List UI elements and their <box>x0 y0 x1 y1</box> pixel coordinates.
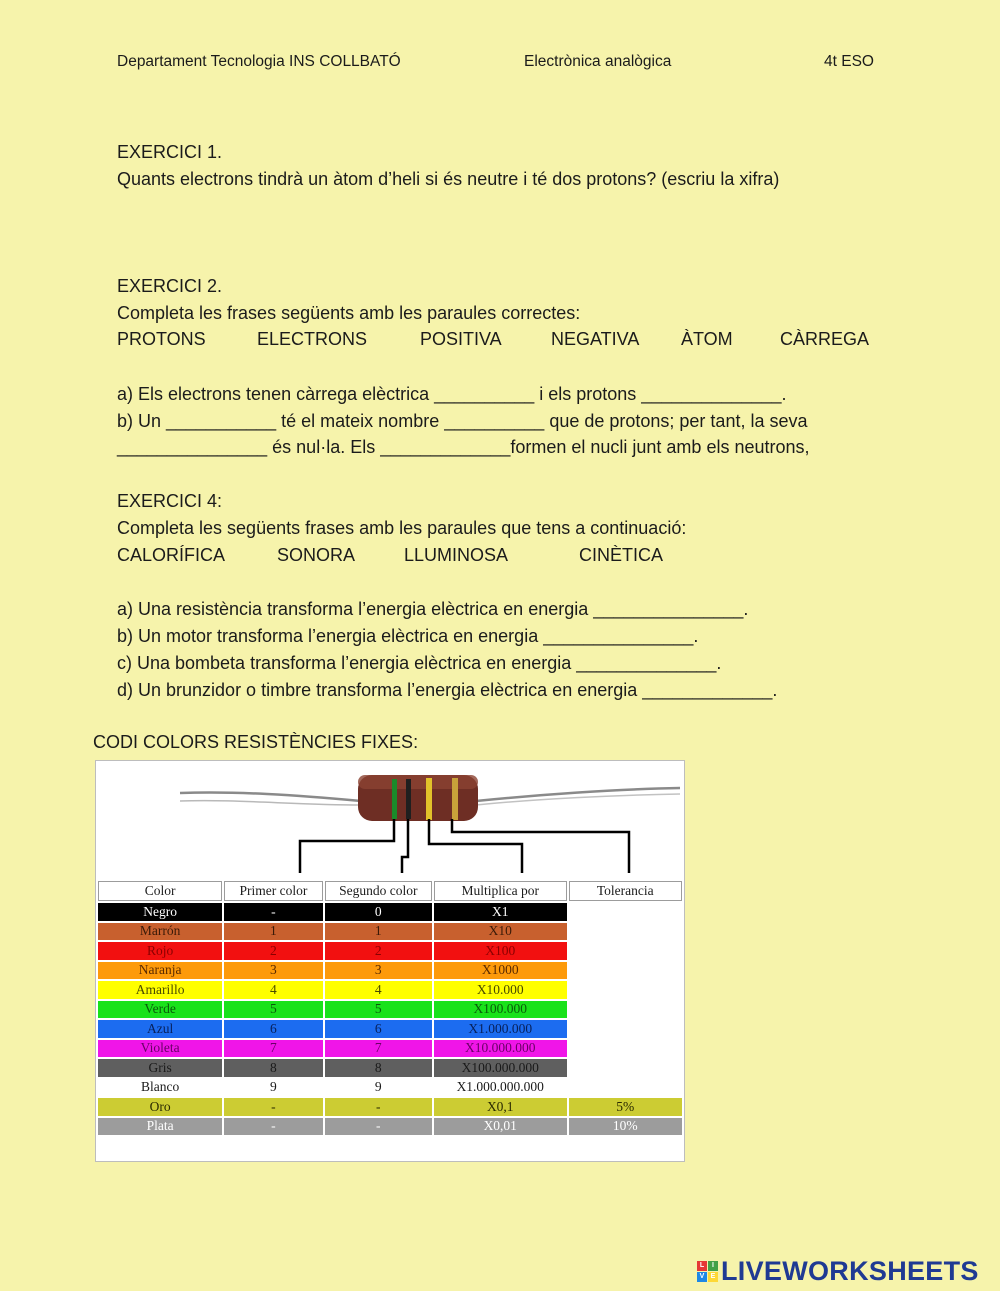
cell-tolerance <box>569 962 682 980</box>
ex4-word-sonora: SONORA <box>277 545 356 565</box>
color-code-row <box>98 1118 682 1136</box>
cell-first-digit: 9 <box>224 1079 322 1097</box>
liveworksheets-logo <box>697 1255 979 1287</box>
color-code-row <box>98 1059 682 1077</box>
ex4-word-cinetica: CINÈTICA <box>579 545 664 565</box>
ex2-word-protons: PROTONS <box>117 329 206 349</box>
header-subject: Electrònica analògica <box>524 53 672 70</box>
cell-second-digit: 5 <box>325 1001 432 1019</box>
cell-multiplier: X100.000.000 <box>434 1059 567 1077</box>
logo-letter: I <box>708 1261 718 1271</box>
cell-second-digit: 9 <box>325 1079 432 1097</box>
ex4-word-calorifica: CALORÍFICA <box>117 545 226 565</box>
logo-letter: E <box>708 1272 718 1282</box>
cell-color-name: Marrón <box>98 923 222 941</box>
cell-color-name: Violeta <box>98 1040 222 1058</box>
ex1-question: Quants electrons tindrà un àtom d’heli si és neutre i té dos protons? (escriu la xifra) <box>117 169 780 189</box>
cell-first-digit: - <box>224 1098 322 1116</box>
cell-first-digit: 8 <box>224 1059 322 1077</box>
cell-first-digit: 4 <box>224 981 322 999</box>
color-code-row <box>98 1020 682 1038</box>
ex2-instruction: Completa les frases següents amb les paraules correctes: <box>117 303 581 323</box>
resistor-illustration <box>96 761 684 881</box>
ex4-sentence-a: a) Una resistència transforma l’energia elèctrica en energia _______________. <box>117 599 749 619</box>
color-code-row <box>98 923 682 941</box>
ex2-sentence-b-cont: _______________ és nul·la. Els _____________formen el nucli junt amb els neutrons, <box>117 437 810 457</box>
ex4-instruction: Completa les següents frases amb les paraules que tens a continuació: <box>117 518 687 538</box>
header-department: Departament Tecnologia INS COLLBATÓ <box>117 53 401 70</box>
header-multiplier: Multiplica por <box>434 881 567 901</box>
header-first-color: Primer color <box>224 881 322 901</box>
cell-second-digit: - <box>325 1118 432 1136</box>
ex4-sentence-d: d) Un brunzidor o timbre transforma l’energia elèctrica en energia _____________. <box>117 680 778 700</box>
cell-second-digit: - <box>325 1098 432 1116</box>
color-code-row <box>98 962 682 980</box>
cell-multiplier: X100.000 <box>434 1001 567 1019</box>
cell-second-digit: 4 <box>325 981 432 999</box>
color-code-row <box>98 1079 682 1097</box>
ex2-title: EXERCICI 2. <box>117 276 223 296</box>
cell-color-name: Verde <box>98 1001 222 1019</box>
logo-letter: L <box>697 1261 707 1271</box>
cell-color-name: Plata <box>98 1118 222 1136</box>
cell-color-name: Gris <box>98 1059 222 1077</box>
ex4-sentence-c: c) Una bombeta transforma l’energia elèctrica en energia ______________. <box>117 653 722 673</box>
cell-first-digit: - <box>224 903 322 921</box>
logo-letter: V <box>697 1272 707 1282</box>
cell-first-digit: - <box>224 1118 322 1136</box>
cell-first-digit: 1 <box>224 923 322 941</box>
resistor-color-chart <box>95 760 685 1162</box>
cell-multiplier: X10.000 <box>434 981 567 999</box>
ex2-sentence-a: a) Els electrons tenen càrrega elèctrica __________ i els protons ______________. <box>117 384 787 404</box>
logo-text: LIVEWORKSHEETS <box>721 1255 979 1286</box>
header-color: Color <box>98 881 222 901</box>
cell-first-digit: 7 <box>224 1040 322 1058</box>
cell-tolerance <box>569 981 682 999</box>
header-second-color: Segundo color <box>325 881 432 901</box>
ex2-word-negativa: NEGATIVA <box>551 329 640 349</box>
cell-color-name: Rojo <box>98 942 222 960</box>
cell-tolerance <box>569 923 682 941</box>
cell-multiplier: X100 <box>434 942 567 960</box>
cell-multiplier: X1 <box>434 903 567 921</box>
cell-second-digit: 7 <box>325 1040 432 1058</box>
ex2-sentence-b: b) Un ___________ té el mateix nombre __________ que de protons; per tant, la seva <box>117 411 808 431</box>
cell-multiplier: X0,1 <box>434 1098 567 1116</box>
cell-tolerance <box>569 1020 682 1038</box>
color-code-row <box>98 981 682 999</box>
ex4-word-lluminosa: LLUMINOSA <box>404 545 509 565</box>
color-code-title: CODI COLORS RESISTÈNCIES FIXES: <box>93 732 419 752</box>
cell-color-name: Negro <box>98 903 222 921</box>
color-code-row <box>98 1040 682 1058</box>
cell-color-name: Azul <box>98 1020 222 1038</box>
cell-multiplier: X1000 <box>434 962 567 980</box>
cell-tolerance <box>569 1040 682 1058</box>
cell-multiplier: X0,01 <box>434 1118 567 1136</box>
color-code-row <box>98 942 682 960</box>
color-code-row <box>98 903 682 921</box>
ex2-word-electrons: ELECTRONS <box>257 329 368 349</box>
cell-tolerance: 5% <box>569 1098 682 1116</box>
ex2-word-atom: ÀTOM <box>681 329 733 349</box>
ex4-title: EXERCICI 4: <box>117 491 223 511</box>
ex2-word-carrega: CÀRREGA <box>780 329 870 349</box>
cell-tolerance <box>569 1059 682 1077</box>
cell-tolerance <box>569 942 682 960</box>
ex4-sentence-b: b) Un motor transforma l’energia elèctrica en energia _______________. <box>117 626 699 646</box>
cell-first-digit: 3 <box>224 962 322 980</box>
cell-multiplier: X10 <box>434 923 567 941</box>
cell-first-digit: 2 <box>224 942 322 960</box>
ex1-title: EXERCICI 1. <box>117 142 223 162</box>
color-code-table <box>96 879 684 1137</box>
cell-tolerance <box>569 903 682 921</box>
cell-tolerance <box>569 1001 682 1019</box>
color-code-row <box>98 1001 682 1019</box>
cell-second-digit: 0 <box>325 903 432 921</box>
header-course: 4t ESO <box>824 53 874 70</box>
cell-multiplier: X1.000.000 <box>434 1020 567 1038</box>
cell-tolerance: 10% <box>569 1118 682 1136</box>
cell-second-digit: 8 <box>325 1059 432 1077</box>
color-code-header-row <box>98 881 682 901</box>
cell-second-digit: 2 <box>325 942 432 960</box>
cell-first-digit: 5 <box>224 1001 322 1019</box>
cell-color-name: Oro <box>98 1098 222 1116</box>
cell-second-digit: 6 <box>325 1020 432 1038</box>
ex2-word-positiva: POSITIVA <box>420 329 502 349</box>
cell-second-digit: 3 <box>325 962 432 980</box>
cell-color-name: Naranja <box>98 962 222 980</box>
logo-icon <box>697 1261 718 1282</box>
cell-multiplier: X1.000.000.000 <box>434 1079 567 1097</box>
cell-multiplier: X10.000.000 <box>434 1040 567 1058</box>
cell-color-name: Blanco <box>98 1079 222 1097</box>
cell-tolerance <box>569 1079 682 1097</box>
header-tolerance: Tolerancia <box>569 881 682 901</box>
cell-first-digit: 6 <box>224 1020 322 1038</box>
cell-color-name: Amarillo <box>98 981 222 999</box>
color-code-row <box>98 1098 682 1116</box>
cell-second-digit: 1 <box>325 923 432 941</box>
